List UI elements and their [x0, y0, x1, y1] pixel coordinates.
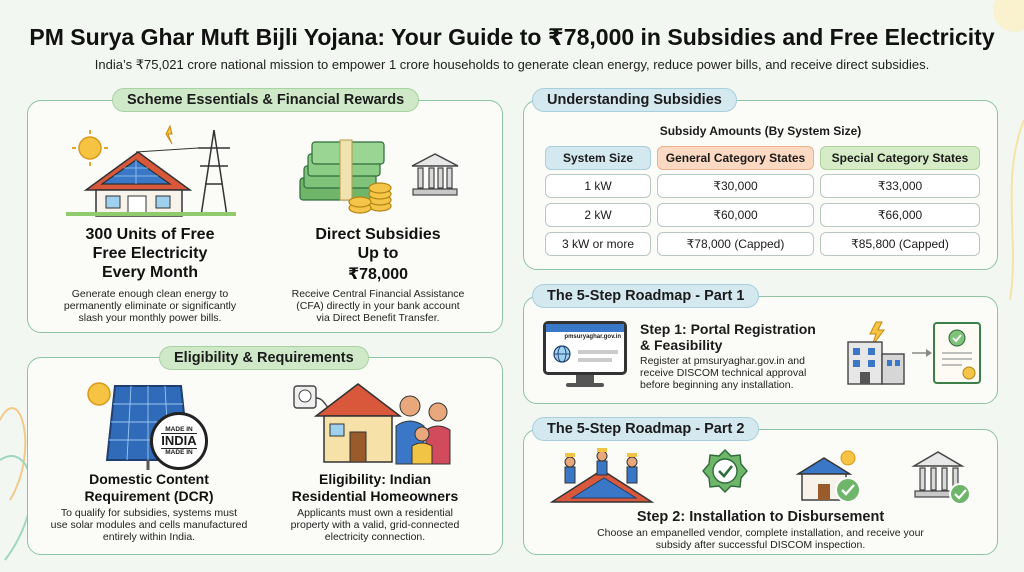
step1-title-line-2: & Feasibility: [640, 337, 723, 353]
portal-monitor-icon: [543, 321, 627, 375]
portal-form-line: [578, 358, 612, 362]
essentials-section-title: Scheme Essentials & Financial Rewards: [112, 88, 419, 112]
homeowners-desc-line-3: electricity connection.: [324, 531, 426, 543]
approval-badge-icon: [702, 448, 748, 502]
solar-home-check-icon: [794, 450, 866, 506]
free-units-desc-line-1: Generate enough clean energy to: [71, 288, 229, 300]
free-units-heading-line-1: 300 Units of Free: [85, 226, 215, 243]
badge-bottom-text: MADE IN: [165, 449, 193, 456]
table-cell-general-2: ₹60,000: [657, 203, 814, 227]
table-header-system-size: System Size: [545, 146, 651, 170]
page-subtitle: India’s ₹75,021 crore national mission to empower 1 crore households to generate clean energy, reduce power bills, and receive direct subsidies.: [94, 57, 930, 72]
installer-workers-icon: [548, 448, 658, 506]
portal-top-bar: [546, 324, 624, 332]
step1-desc-line-1: Register at pmsuryaghar.gov.in and: [640, 355, 805, 367]
dcr-desc-line-3: entirely within India.: [102, 531, 196, 543]
arrow-right-icon: [912, 348, 932, 358]
table-caption: Subsidy Amounts (By System Size): [659, 124, 862, 138]
table-header-general: General Category States: [657, 146, 814, 170]
table-cell-special-3: ₹85,800 (Capped): [820, 232, 980, 256]
dcr-heading-line-1: Domestic Content: [89, 471, 209, 487]
money-stack-icon: [296, 138, 396, 216]
table-cell-size-3: 3 kW or more: [545, 232, 651, 256]
eligibility-section-title: Eligibility & Requirements: [159, 346, 369, 370]
homeowners-desc-line-1: Applicants must own a residential: [297, 507, 453, 519]
free-units-heading-line-2: Free Electricity: [92, 245, 208, 262]
portal-form-line: [578, 350, 618, 354]
roadmap-part1-title: The 5-Step Roadmap - Part 1: [532, 284, 759, 308]
table-cell-size-1: 1 kW: [545, 174, 651, 198]
homeowners-heading-line-2: Residential Homeowners: [291, 488, 459, 504]
globe-icon: [552, 344, 572, 364]
discom-building-icon: [842, 320, 912, 386]
subsidy-desc-line-2: (CFA) directly in your bank account: [296, 300, 460, 312]
free-units-desc-line-3: slash your monthly power bills.: [78, 312, 222, 324]
made-in-india-badge: [150, 412, 208, 470]
homeowners-heading-line-1: Eligibility: Indian: [319, 471, 431, 487]
page-title: PM Surya Ghar Muft Bijli Yojana: Your Guide to ₹78,000 in Subsidies and Free Electricity: [29, 24, 995, 50]
step1-title-line-1: Step 1: Portal Registration: [640, 321, 816, 337]
step1-desc-line-3: before beginning any installation.: [640, 379, 794, 391]
badge-main-text: INDIA: [161, 433, 197, 448]
dcr-desc-line-1: To qualify for subsidies, systems must: [60, 507, 238, 519]
table-header-special: Special Category States: [820, 146, 980, 170]
badge-top-text: MADE IN: [165, 426, 193, 433]
family-house-icon: [292, 372, 462, 468]
subsidy-heading-line-2: Up to: [357, 245, 399, 262]
portal-url-text: pmsuryaghar.gov.in: [564, 334, 621, 340]
free-units-heading-line-3: Every Month: [101, 264, 198, 281]
subsidy-desc-line-3: via Direct Benefit Transfer.: [316, 312, 440, 324]
step2-title: Step 2: Installation to Disbursement: [636, 509, 885, 525]
subsidy-heading-line-1: Direct Subsidies: [315, 226, 441, 243]
solar-house-icon: [66, 124, 236, 216]
certificate-icon: [932, 321, 984, 385]
dcr-heading-line-2: Requirement (DCR): [84, 488, 214, 504]
table-cell-general-3: ₹78,000 (Capped): [657, 232, 814, 256]
table-cell-special-2: ₹66,000: [820, 203, 980, 227]
bank-check-icon: [910, 450, 974, 506]
step1-desc-line-2: receive DISCOM technical approval: [640, 367, 807, 379]
bank-icon: [410, 152, 460, 198]
monitor-base: [566, 383, 604, 387]
step2-desc-line-2: subsidy after successful DISCOM inspection.: [655, 539, 866, 551]
free-units-desc-line-2: permanently eliminate or significantly: [63, 300, 237, 312]
dcr-desc-line-2: use solar modules and cells manufactured: [50, 519, 248, 531]
subsidies-section-title: Understanding Subsidies: [532, 88, 737, 112]
step2-desc-line-1: Choose an empanelled vendor, complete installation, and receive your: [597, 527, 924, 539]
roadmap-part2-title: The 5-Step Roadmap - Part 2: [532, 417, 759, 441]
subsidy-heading-line-3: ₹78,000: [347, 266, 409, 283]
table-cell-special-1: ₹33,000: [820, 174, 980, 198]
subsidy-desc-line-1: Receive Central Financial Assistance: [291, 288, 465, 300]
homeowners-desc-line-2: property with a valid, grid-connected: [290, 519, 460, 531]
monitor-stand: [576, 375, 594, 383]
table-cell-size-2: 2 kW: [545, 203, 651, 227]
table-cell-general-1: ₹30,000: [657, 174, 814, 198]
